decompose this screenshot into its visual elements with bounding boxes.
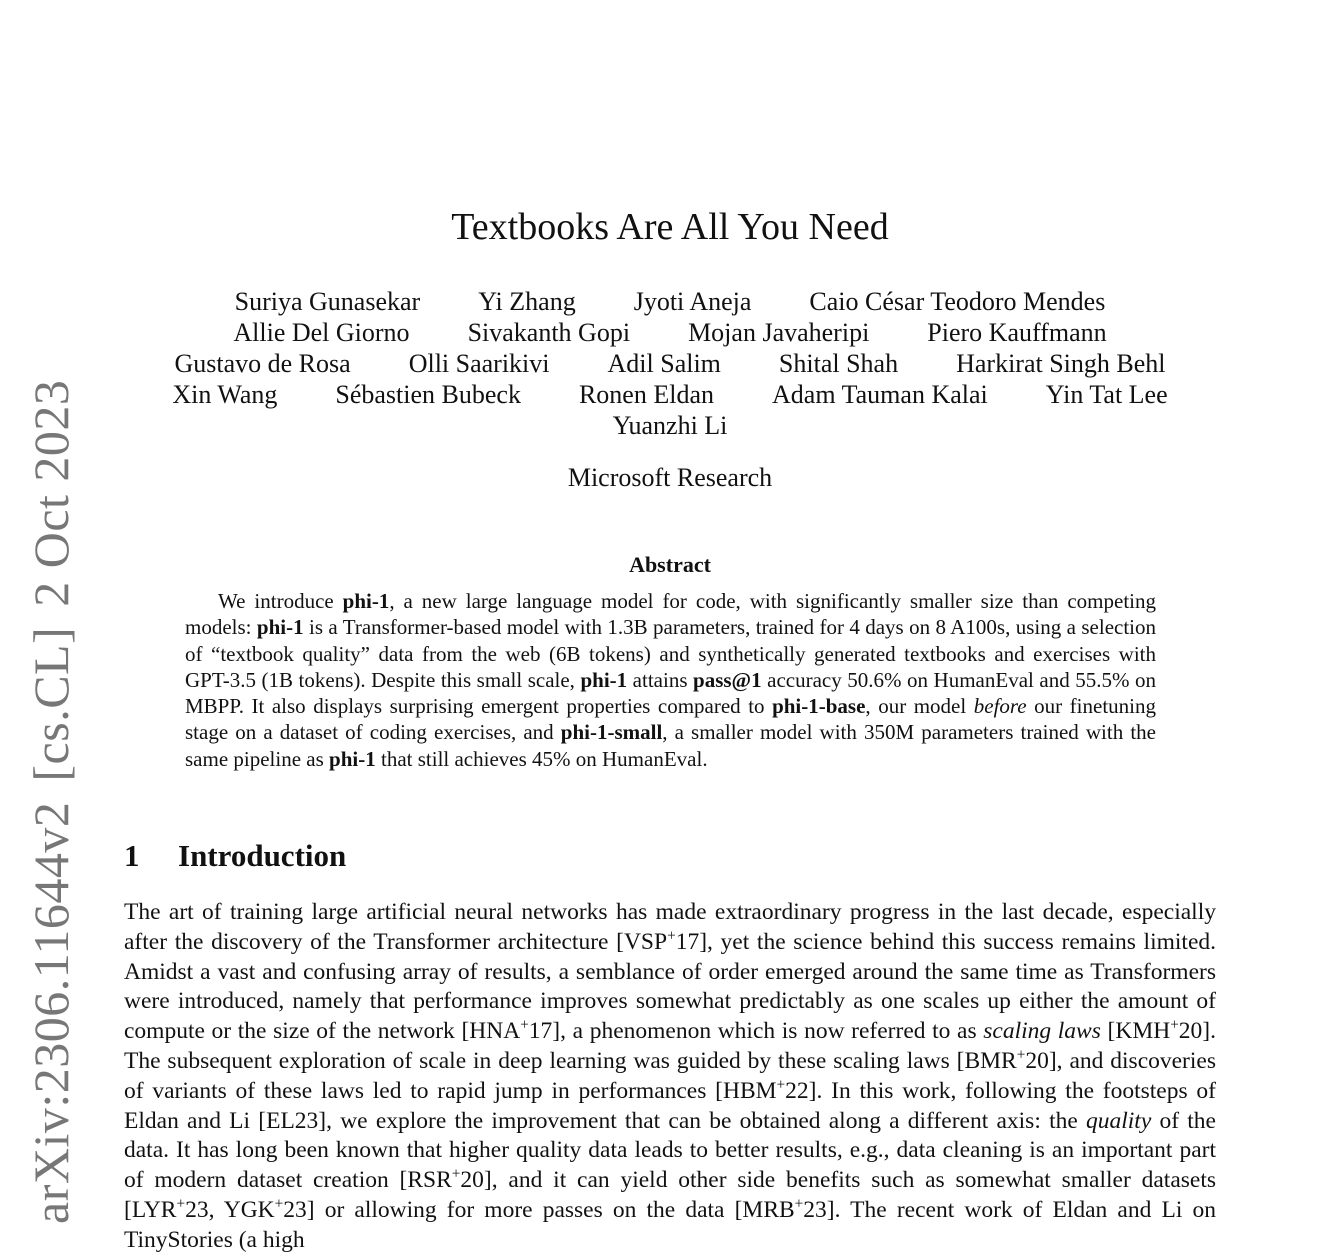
text-run: , our model — [865, 694, 974, 719]
arxiv-id: arXiv:2306.11644v2 — [23, 801, 79, 1224]
text-run: 17], yet the science behind this success remains limited. Amidst a vast and confusing array of results, a semblance of order emerged around the same time as Transformers were introduced, namely that performance improves somewhat predictably as one scales up either the amount of compute or the size of the network [HNA — [124, 928, 1217, 1045]
text-run: 23] or allowing for more passes on the data [MRB — [283, 1196, 795, 1223]
abstract-body — [185, 588, 1156, 772]
superscript: + — [794, 1195, 804, 1213]
superscript: + — [1170, 1016, 1179, 1034]
text-run: our finetuning stage on a dataset of coding exercises, and — [185, 694, 1156, 745]
superscript: + — [1016, 1046, 1026, 1064]
paper-title: Textbooks Are All You Need — [451, 206, 889, 248]
text-run: , a smaller model with 350M parameters trained with the same pipeline as — [185, 720, 1156, 771]
author-name: Yi Zhang — [478, 287, 576, 316]
text-run: of the data. It has long been known that higher quality data leads to better results, e.g., data cleaning is an important part of modern dataset creation [RSR — [124, 1107, 1216, 1194]
text-run: We introduce — [218, 589, 343, 613]
author-name: Yin Tat Lee — [1045, 380, 1168, 409]
author-line — [0, 410, 1334, 441]
bold-text: pass@1 — [693, 667, 762, 692]
author-name: Piero Kauffmann — [927, 318, 1107, 347]
abstract-heading: Abstract — [629, 552, 711, 577]
bold-text: phi-1 — [329, 746, 376, 771]
author-line — [0, 379, 1334, 410]
text-run: , a new large language model for code, with significantly smaller size than competing models: — [185, 589, 1156, 640]
italic-text: scaling laws — [983, 1018, 1101, 1045]
text-run: The art of training large artificial neural networks has made extraordinary progress in the last decade, especially after the discovery of the Transformer architecture [VSP — [124, 899, 1216, 955]
author-name: Jyoti Aneja — [633, 287, 752, 316]
section-number: 1 — [124, 838, 140, 873]
arxiv-category: [cs.CL] — [23, 626, 79, 782]
superscript: + — [176, 1195, 186, 1213]
author-name: Mojan Javaheripi — [688, 318, 870, 347]
affiliation: Microsoft Research — [567, 463, 773, 492]
author-name: Caio César Teodoro Mendes — [809, 287, 1106, 316]
section-title: Introduction — [178, 838, 347, 873]
bold-text: phi-1 — [580, 667, 628, 692]
text-run: that still achieves 45% on HumanEval. — [375, 746, 708, 771]
bold-text: phi-1 — [342, 589, 390, 613]
text-run: 22]. In this work, following the footsteps of Eldan and Li [EL23], we explore the improvement that can be obtained along a different axis: the — [124, 1077, 1216, 1134]
italic-text: before — [973, 694, 1027, 719]
author-name: Allie Del Giorno — [233, 318, 410, 347]
text-run: 20]. The subsequent exploration of scale in deep learning was guided by these scaling laws [BMR — [124, 1018, 1216, 1074]
author-name: Suriya Gunasekar — [234, 287, 421, 316]
text-run: 23, YGK — [185, 1196, 275, 1223]
author-name: Adam Tauman Kalai — [772, 380, 988, 409]
superscript: + — [520, 1016, 529, 1034]
bold-text: phi-1 — [256, 615, 304, 640]
author-name: Xin Wang — [172, 380, 278, 409]
text-run: 20], and it can yield other side benefits such as somewhat smaller datasets [LYR — [124, 1167, 1216, 1223]
text-run: 17], a phenomenon which is now referred to as — [528, 1018, 984, 1045]
section-heading — [124, 838, 346, 874]
author-line — [0, 317, 1334, 348]
arxiv-date: 2 Oct 2023 — [23, 379, 79, 607]
text-run: is a Transformer-based model with 1.3B parameters, trained for 4 days on 8 A100s, using a selection of “textbook quality” data from the web (6B tokens) and synthetically generated textbooks and exercises with GPT-3.5 (1B tokens). Despite this small scale, — [185, 615, 1157, 692]
superscript: + — [776, 1076, 786, 1094]
author-name: Olli Saarikivi — [408, 349, 550, 378]
author-list — [0, 286, 1334, 441]
text-run: accuracy 50.6% on HumanEval and 55.5% on MBPP. It also displays surprising emergent properties compared to — [185, 667, 1156, 719]
author-name: Ronen Eldan — [578, 380, 714, 409]
author-name: Adil Salim — [607, 349, 721, 378]
author-line — [0, 348, 1334, 379]
text-run: 20], and discoveries of variants of these laws led to rapid jump in performances [HBM — [124, 1047, 1216, 1104]
author-name: Sivakanth Gopi — [467, 318, 631, 347]
text-run: 23]. The recent work of Eldan and Li on TinyStories (a high — [124, 1196, 1216, 1253]
author-name: Yuanzhi Li — [612, 411, 728, 440]
author-name: Sébastien Bubeck — [335, 380, 521, 409]
italic-text: quality — [1086, 1107, 1152, 1134]
superscript: + — [451, 1165, 461, 1183]
author-name: Harkirat Singh Behl — [956, 349, 1166, 378]
bold-text: phi-1-small — [560, 720, 663, 745]
text-run: attains — [627, 667, 694, 692]
superscript: + — [667, 927, 676, 945]
text-run: [KMH — [1100, 1018, 1171, 1045]
author-name: Gustavo de Rosa — [174, 349, 351, 378]
bold-text: phi-1-base — [772, 694, 866, 719]
author-name: Shital Shah — [778, 349, 899, 378]
author-line — [0, 286, 1334, 317]
introduction-paragraph — [124, 898, 1216, 1256]
superscript: + — [274, 1195, 284, 1213]
